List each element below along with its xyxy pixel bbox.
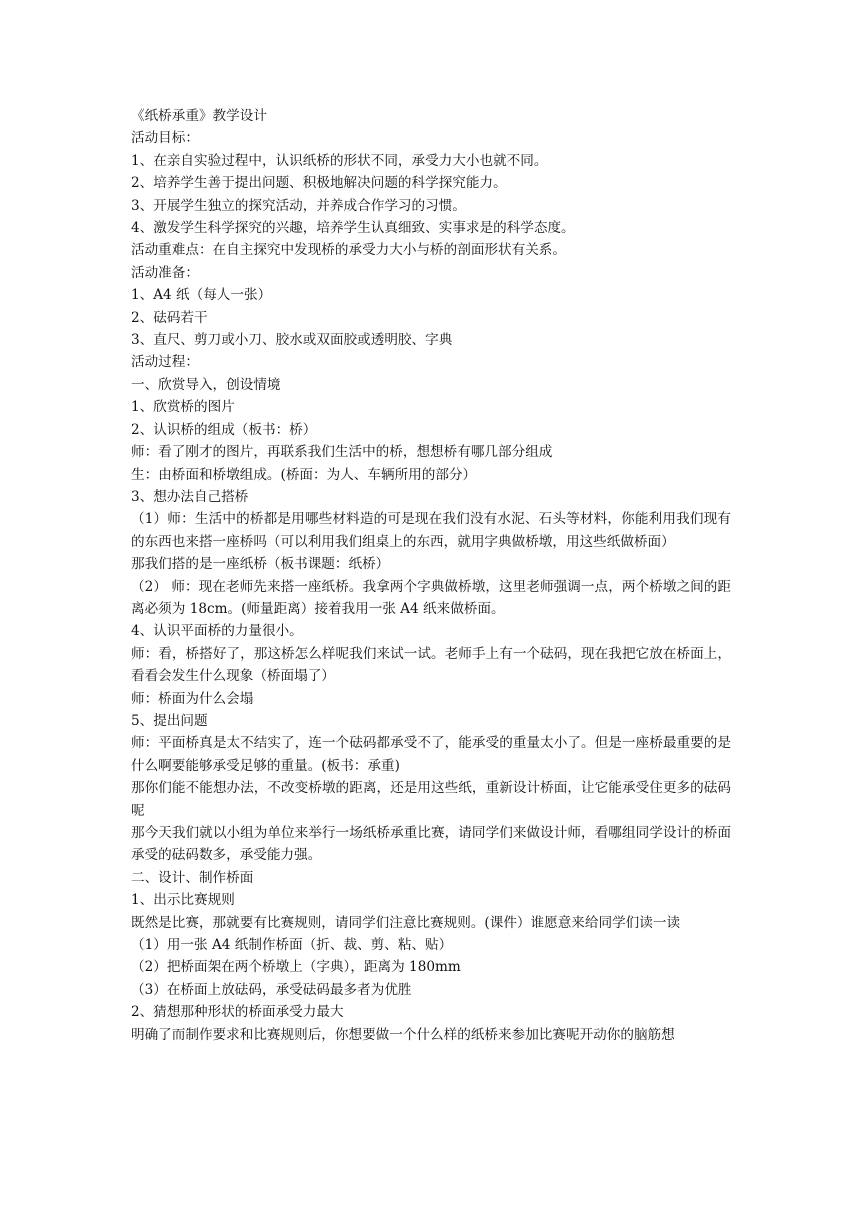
paragraph: 那我们搭的是一座纸桥（板书课题：纸桥） [131, 556, 390, 573]
paragraph: 活动重难点：在自主探究中发现桥的承受力大小与桥的剖面形状有关系。 [131, 242, 566, 259]
paragraph: 师：看，桥搭好了，那这桥怎么样呢我们来试一试。老师手上有一个砝码，现在我把它放在桥面上，看看会发生什么现象（桥面塌了） [131, 645, 731, 685]
list-item: 2、猜想那种形状的桥面承受力最大 [131, 1004, 344, 1021]
paragraph: 生：由桥面和桥墩组成。(桥面：为人、车辆所用的部分） [131, 466, 477, 483]
paragraph: （2） 师：现在老师先来搭一座纸桥。我拿两个字典做桥墩，这里老师强调一点，两个桥墩之间的距离必须为 18cm。(师量距离）接着我用一张 A4 纸来做桥面。 [131, 578, 731, 617]
paragraph: 那你们能不能想办法，不改变桥墩的距离，还是用这些纸，重新设计桥面，让它能承受住更多的砝码呢 [131, 780, 731, 819]
paragraph: 明确了而制作要求和比赛规则后，你想要做一个什么样的纸桥来参加比赛呢开动你的脑筋想 [131, 1026, 675, 1043]
section-heading: 二、设计、制作桥面 [131, 869, 254, 886]
paragraph: 师：平面桥真是太不结实了，连一个砝码都承受不了，能承受的重量太小了。但是一座桥最重要的是什么啊要能够承受足够的重量。(板书：承重) [131, 735, 731, 774]
section-heading: 活动过程： [131, 354, 199, 371]
paragraph: 既然是比赛，那就要有比赛规则，请同学们注意比赛规则。(课件）谁愿意来给同学们读一读 [131, 914, 681, 931]
list-item: 4、认识平面桥的力量很小。 [131, 623, 303, 640]
list-item: 2、砝码若干 [131, 309, 208, 326]
list-item: 2、认识桥的组成（板书：桥） [131, 421, 317, 438]
document-title: 《纸桥承重》教学设计 [131, 108, 267, 124]
paragraph: 师：看了刚才的图片，再联系我们生活中的桥，想想桥有哪几部分组成 [131, 444, 553, 461]
list-item: 3、想办法自己搭桥 [131, 488, 249, 505]
list-item: 1、在亲自实验过程中，认识纸桥的形状不同，承受力大小也就不同。 [131, 152, 548, 169]
rule-item: （3）在桥面上放砝码，承受砝码最多者为优胜 [131, 981, 412, 998]
document-page [131, 105, 731, 1046]
list-item: 3、直尺、剪刀或小刀、胶水或双面胶或透明胶、字典 [131, 332, 453, 349]
list-item: 1、欣赏桥的图片 [131, 399, 235, 416]
list-item: 5、提出问题 [131, 712, 208, 729]
paragraph: （1）师：生活中的桥都是用哪些材料造的可是现在我们没有水泥、石头等材料，你能利用我们现有的东西也来搭一座桥吗（可以利用我们组桌上的东西，就用字典做桥墩，用这些纸做桥面） [131, 511, 731, 550]
list-item: 3、开展学生独立的探究活动，并养成合作学习的习惯。 [131, 197, 466, 214]
list-item: 2、培养学生善于提出问题、积极地解决问题的科学探究能力。 [131, 175, 507, 192]
paragraph: 那今天我们就以小组为单位来举行一场纸桥承重比赛，请同学们来做设计师，看哪组同学设计的桥面承受的砝码数多，承受能力强。 [131, 825, 731, 864]
rule-item: （2）把桥面架在两个桥墩上（字典），距离为 180mm [131, 959, 461, 976]
list-item: 1、出示比赛规则 [131, 892, 235, 909]
list-item: 1、A4 纸（每人一张） [131, 287, 272, 304]
section-heading: 活动目标： [131, 130, 199, 147]
list-item: 4、激发学生科学探究的兴趣，培养学生认真细致、实事求是的科学态度。 [131, 220, 575, 237]
section-heading: 活动准备： [131, 264, 199, 281]
section-heading: 一、欣赏导入，创设情境 [131, 376, 281, 393]
paragraph: 师：桥面为什么会塌 [131, 690, 254, 707]
rule-item: （1）用一张 A4 纸制作桥面（折、裁、剪、粘、贴） [131, 937, 453, 954]
